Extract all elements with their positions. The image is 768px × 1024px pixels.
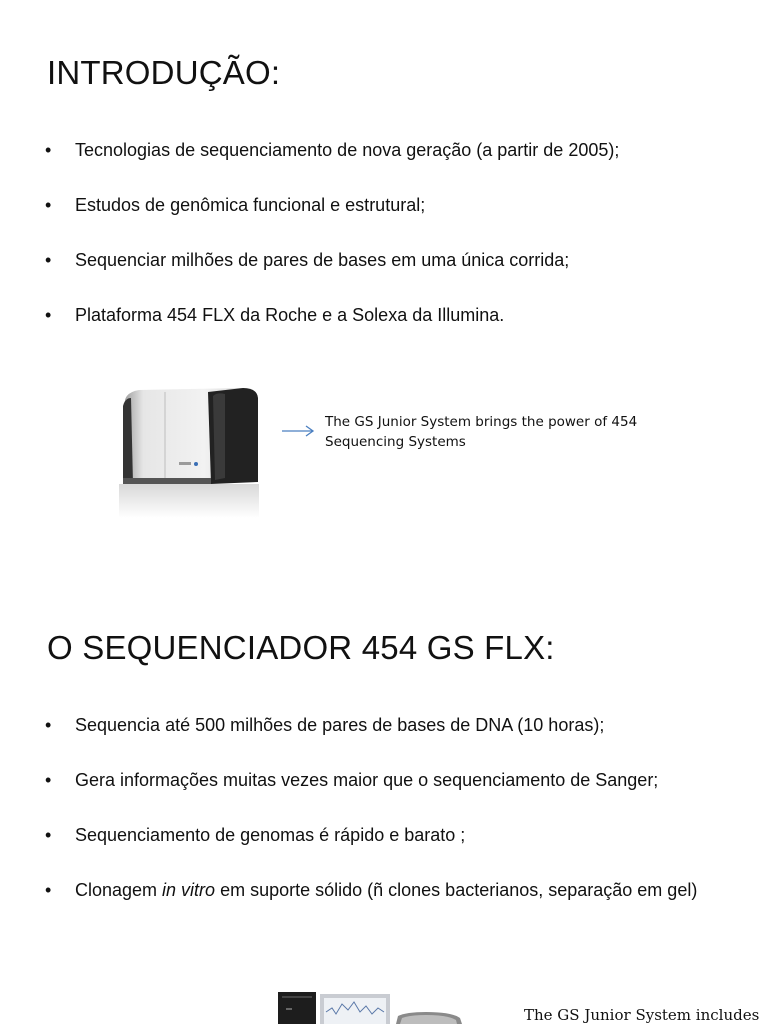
- bullet-text: Tecnologias de sequenciamento de nova geração (a partir de 2005);: [75, 140, 620, 160]
- list-item: [0, 249, 768, 272]
- list-item: [0, 139, 768, 162]
- bullet-text: Sequenciamento de genomas é rápido e barato ;: [75, 825, 466, 845]
- bullet-text: Sequencia até 500 milhões de pares de bases de DNA (10 horas);: [75, 715, 605, 735]
- gs-junior-device-image: [113, 386, 263, 518]
- bullet-icon: •: [45, 250, 52, 270]
- figure-caption: [325, 412, 665, 452]
- intro-bullet-list: [0, 139, 768, 359]
- list-item: [0, 769, 768, 792]
- section-title-introducao: INTRODUÇÃO:: [47, 54, 281, 91]
- bullet-icon: •: [45, 140, 52, 160]
- bullet-icon: •: [45, 195, 52, 215]
- bullet-text: Sequenciar milhões de pares de bases em uma única corrida;: [75, 250, 570, 270]
- list-item: [0, 714, 768, 737]
- bullet-text: Plataforma 454 FLX da Roche e a Solexa da Illumina.: [75, 305, 505, 325]
- bullet-text-italic: in vitro: [162, 880, 216, 900]
- list-item: [0, 879, 768, 902]
- bullet-text: Estudos de genômica funcional e estrutural;: [75, 195, 426, 215]
- sequenciador-bullet-list: [0, 714, 768, 934]
- bullet-icon: •: [45, 715, 52, 735]
- bullet-icon: •: [45, 825, 52, 845]
- list-item: [0, 824, 768, 847]
- bullet-icon: •: [45, 770, 52, 790]
- list-item: [0, 304, 768, 327]
- bullet-icon: •: [45, 305, 52, 325]
- bullet-text-end: em suporte sólido (ñ clones bacterianos, separação em gel): [215, 880, 698, 900]
- figure-caption-line: Sequencing Systems: [325, 434, 466, 450]
- bullet-text-start: Clonagem: [75, 880, 163, 900]
- right-arrow-icon: [281, 424, 315, 438]
- section-title-sequenciador: O SEQUENCIADOR 454 GS FLX:: [47, 629, 555, 666]
- bullet-icon: •: [45, 880, 52, 900]
- list-item: [0, 194, 768, 217]
- figure-caption: The GS Junior System includes: [524, 1006, 760, 1024]
- figure-caption-line: The GS Junior System brings the power of 454: [325, 414, 638, 430]
- bullet-text: Gera informações muitas vezes maior que o sequenciamento de Sanger;: [75, 770, 659, 790]
- gs-junior-system-image: [276, 990, 476, 1024]
